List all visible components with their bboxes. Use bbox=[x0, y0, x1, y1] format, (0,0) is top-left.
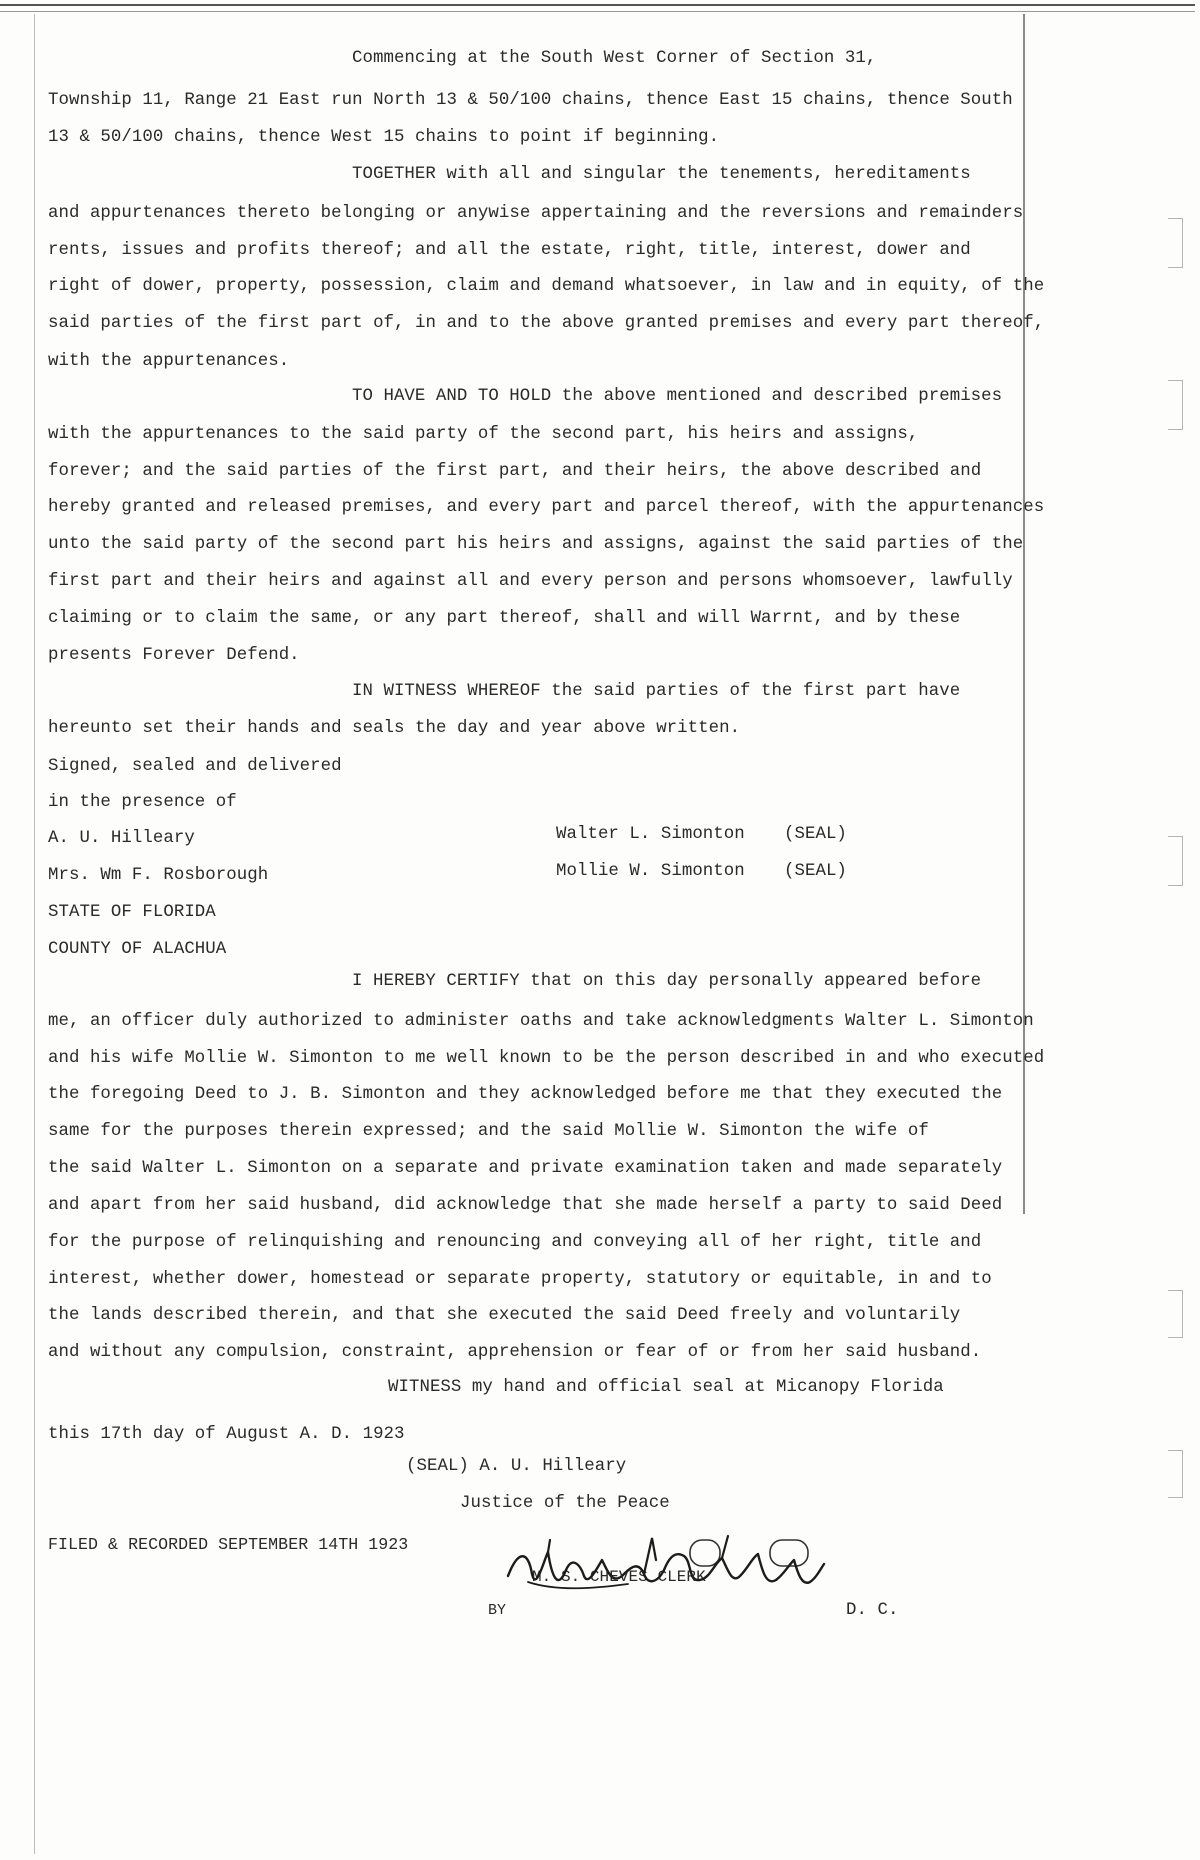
deed-text-line: WITNESS my hand and official seal at Micanopy Florida bbox=[388, 1378, 944, 1397]
deed-text-line: TO HAVE AND TO HOLD the above mentioned and described premises bbox=[352, 387, 1003, 406]
deed-text-line: Signed, sealed and delivered bbox=[48, 757, 342, 776]
deed-text-line: for the purpose of relinquishing and renouncing and conveying all of her right, title and bbox=[48, 1233, 982, 1252]
deed-text-line: forever; and the said parties of the first part, and their heirs, the above described and bbox=[48, 462, 982, 481]
deed-text-line: presents Forever Defend. bbox=[48, 646, 300, 665]
deed-text-line: me, an officer duly authorized to administer oaths and take acknowledgments Walter L. Simonton bbox=[48, 1012, 1034, 1031]
venue-county: COUNTY OF ALACHUA bbox=[48, 940, 227, 959]
deed-text-line: and his wife Mollie W. Simonton to me well known to be the person described in and who executed bbox=[48, 1049, 1045, 1068]
venue-state: STATE OF FLORIDA bbox=[48, 903, 216, 922]
deed-text-line: with the appurtenances. bbox=[48, 352, 290, 371]
deed-text-line: interest, whether dower, homestead or separate property, statutory or equitable, in and to bbox=[48, 1270, 992, 1289]
margin-bracket-mark bbox=[1168, 836, 1183, 886]
deed-text-line: and apart from her said husband, did acknowledge that she made herself a party to said Deed bbox=[48, 1196, 1003, 1215]
notary-name: (SEAL) A. U. Hilleary bbox=[406, 1457, 627, 1476]
deed-text-line: the foregoing Deed to J. B. Simonton and they acknowledged before me that they executed the bbox=[48, 1085, 1003, 1104]
margin-bracket-mark bbox=[1168, 380, 1183, 430]
deed-text-line: right of dower, property, possession, claim and demand whatsoever, in law and in equity, of the bbox=[48, 277, 1045, 296]
deed-text-line: unto the said party of the second part his heirs and assigns, against the said parties of the bbox=[48, 535, 1024, 554]
deed-text-line: hereunto set their hands and seals the day and year above written. bbox=[48, 719, 741, 738]
margin-bracket-mark bbox=[1168, 1450, 1183, 1498]
deed-text-line: TOGETHER with all and singular the tenements, hereditaments bbox=[352, 165, 971, 184]
grantor-name: Mollie W. Simonton bbox=[556, 862, 745, 881]
deed-text-line: claiming or to claim the same, or any part thereof, shall and will Warrnt, and by these bbox=[48, 609, 961, 628]
seal-label: (SEAL) bbox=[784, 825, 847, 844]
deed-text-line: and appurtenances thereto belonging or anywise appertaining and the reversions and remainders bbox=[48, 204, 1024, 223]
deed-text-line: rents, issues and profits thereof; and all the estate, right, title, interest, dower and bbox=[48, 241, 971, 260]
deed-text-line: IN WITNESS WHEREOF the said parties of the first part have bbox=[352, 682, 961, 701]
margin-bracket-mark bbox=[1168, 1290, 1183, 1338]
deed-text-line: Commencing at the South West Corner of Section 31, bbox=[352, 49, 877, 68]
deputy-clerk-signature bbox=[488, 1530, 828, 1602]
grantor-name: Walter L. Simonton bbox=[556, 825, 745, 844]
margin-bracket-mark bbox=[1168, 218, 1183, 268]
deed-text-line: and without any compulsion, constraint, apprehension or fear of or from her said husband. bbox=[48, 1343, 982, 1362]
deed-text-line: in the presence of bbox=[48, 793, 237, 812]
seal-label: (SEAL) bbox=[784, 862, 847, 881]
right-margin-rule bbox=[1023, 14, 1025, 1214]
deed-text-line: hereby granted and released premises, and every part and parcel thereof, with the appurtenances bbox=[48, 498, 1045, 517]
top-border-rule bbox=[0, 4, 1195, 12]
deed-text-line: Township 11, Range 21 East run North 13 & 50/100 chains, thence East 15 chains, thence South bbox=[48, 91, 1013, 110]
notary-title: Justice of the Peace bbox=[460, 1494, 670, 1513]
witness-name: A. U. Hilleary bbox=[48, 829, 195, 848]
by-label: BY bbox=[488, 1602, 507, 1619]
deed-text-line: 13 & 50/100 chains, thence West 15 chains to point if beginning. bbox=[48, 128, 720, 147]
deed-text-line: same for the purposes therein expressed; and the said Mollie W. Simonton the wife of bbox=[48, 1122, 929, 1141]
deed-text-line: first part and their heirs and against all and every person and persons whomsoever, lawfully bbox=[48, 572, 1013, 591]
deed-text-line: the lands described therein, and that she executed the said Deed freely and voluntarily bbox=[48, 1306, 961, 1325]
witness-name: Mrs. Wm F. Rosborough bbox=[48, 866, 269, 885]
deed-text-line: this 17th day of August A. D. 1923 bbox=[48, 1425, 405, 1444]
left-margin-rule bbox=[34, 14, 35, 1854]
deed-text-line: said parties of the first part of, in and to the above granted premises and every part thereof, bbox=[48, 314, 1045, 333]
deputy-clerk-label: D. C. bbox=[846, 1601, 899, 1620]
deed-text-line: the said Walter L. Simonton on a separate and private examination taken and made separately bbox=[48, 1159, 1003, 1178]
deed-text-line: with the appurtenances to the said party of the second part, his heirs and assigns, bbox=[48, 425, 919, 444]
deed-text-line: I HEREBY CERTIFY that on this day personally appeared before bbox=[352, 972, 982, 991]
filing-stamp: FILED & RECORDED SEPTEMBER 14TH 1923 bbox=[48, 1535, 409, 1554]
clerk-label: M. S. CHEVES CLERK bbox=[532, 1568, 706, 1586]
